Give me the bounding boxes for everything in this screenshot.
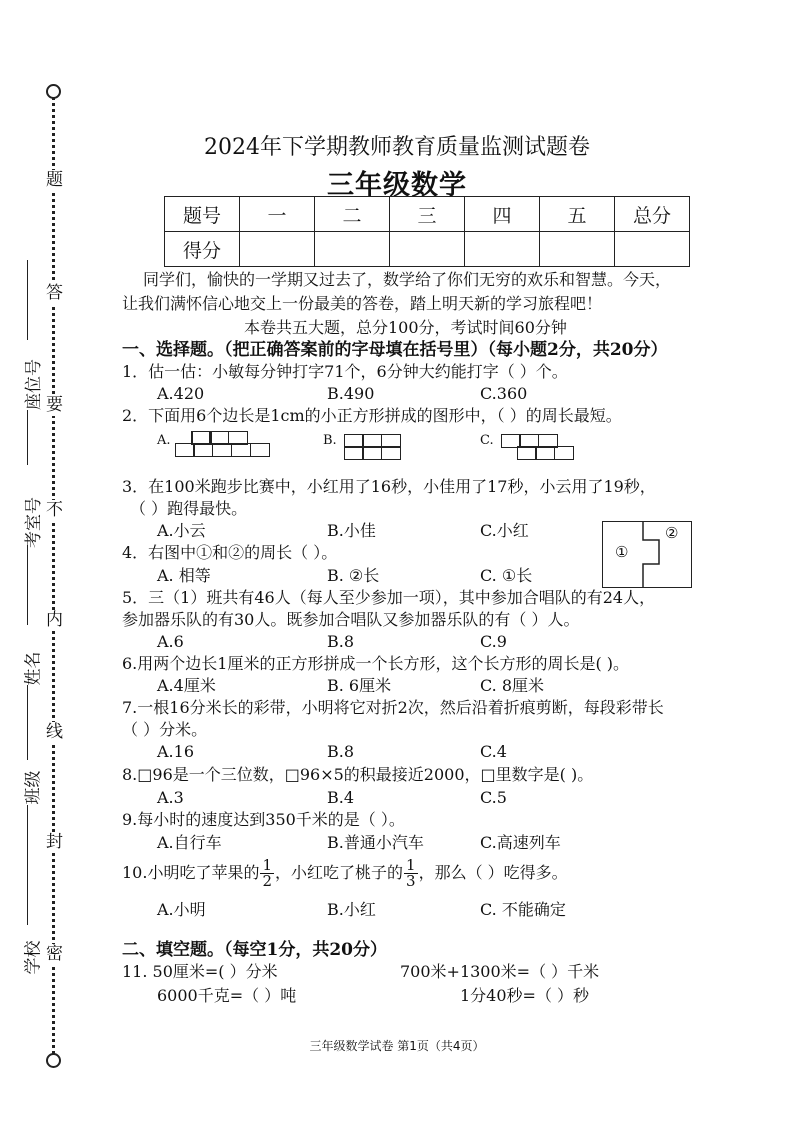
square bbox=[193, 443, 213, 457]
option: C.小红 bbox=[480, 521, 529, 540]
score-header-cell: 总分 bbox=[615, 197, 690, 232]
option: B.普通小汽车 bbox=[327, 833, 424, 852]
option: C. bbox=[480, 433, 494, 448]
score-input-cell[interactable] bbox=[465, 232, 540, 267]
square-row bbox=[345, 446, 401, 460]
option: B.4 bbox=[327, 788, 355, 807]
question-stem: 9.每小时的速度达到350千米的是（ ）。 bbox=[122, 810, 405, 829]
field-school: 学校 bbox=[23, 940, 44, 975]
fraction-denominator: 2 bbox=[262, 872, 272, 890]
stem-part: ，小红吃了桃子的 bbox=[275, 863, 404, 882]
square bbox=[535, 446, 555, 460]
option: A.自行车 bbox=[157, 833, 222, 852]
seal-char: 不 bbox=[46, 500, 63, 520]
square bbox=[381, 446, 401, 460]
question-stem: 6.用两个边长1厘米的正方形拼成一个长方形，这个长方形的周长是( )。 bbox=[122, 654, 630, 673]
stem-part: 10.小明吃了苹果的 bbox=[122, 863, 260, 882]
fill-blank-item: 1分40秒=（ ）秒 bbox=[460, 986, 590, 1005]
binding-dotted-line bbox=[52, 92, 55, 1054]
binding-write-line bbox=[27, 410, 28, 465]
square bbox=[231, 443, 251, 457]
square bbox=[209, 431, 229, 445]
score-input-cell[interactable] bbox=[315, 232, 390, 267]
question-stem: 3．在100米跑步比赛中，小红用了16秒，小佳用了17秒，小云用了19秒， bbox=[122, 477, 656, 496]
score-header-cell: 一 bbox=[240, 197, 315, 232]
score-header-cell: 题号 bbox=[165, 197, 240, 232]
fill-blank-item: 6000千克=（ ）吨 bbox=[157, 986, 297, 1005]
square-row bbox=[192, 431, 248, 445]
field-seat-number: 座位号 bbox=[24, 359, 44, 410]
fill-blank-item: 11. 50厘米=( ）分米 bbox=[122, 962, 278, 981]
option: C.5 bbox=[480, 788, 507, 807]
score-input-cell[interactable] bbox=[540, 232, 615, 267]
question-stem: 8.□96是一个三位数，□96×5的积最接近2000，□里数字是( )。 bbox=[122, 765, 594, 784]
seal-char: 封 bbox=[46, 832, 63, 852]
binding-write-line bbox=[27, 805, 28, 925]
score-table bbox=[164, 196, 690, 267]
question-stem: （ ）跑得最快。 bbox=[130, 499, 248, 518]
square bbox=[250, 443, 270, 457]
option: A.4厘米 bbox=[157, 676, 216, 695]
option: C. 不能确定 bbox=[480, 900, 566, 919]
option: B.小红 bbox=[327, 900, 376, 919]
option: A. bbox=[157, 433, 171, 448]
option: B.8 bbox=[327, 632, 355, 651]
square bbox=[191, 431, 211, 445]
seal-char: 内 bbox=[46, 610, 63, 630]
binding-write-line bbox=[27, 260, 28, 340]
binding-write-line bbox=[27, 685, 28, 760]
fraction-one-third bbox=[404, 858, 418, 889]
score-header-cell: 三 bbox=[390, 197, 465, 232]
intro-line: 同学们，愉快的一学期又过去了，数学给了你们无穷的欢乐和智慧。今天， bbox=[143, 270, 672, 289]
seal-char: 要 bbox=[46, 395, 63, 415]
square bbox=[362, 446, 382, 460]
exam-subject: 三年级数学 bbox=[327, 170, 467, 201]
fill-blank-item: 700米+1300米=（ ）千米 bbox=[400, 962, 600, 981]
option: C.高速列车 bbox=[480, 833, 561, 852]
region-label-2: ② bbox=[665, 524, 679, 542]
option: B. ②长 bbox=[327, 566, 380, 585]
stem-part: ，那么（ ）吃得多。 bbox=[418, 863, 568, 882]
option: B.8 bbox=[327, 742, 355, 761]
binding-circle-top bbox=[46, 84, 61, 99]
seal-char: 答 bbox=[46, 283, 63, 303]
score-header-cell: 四 bbox=[465, 197, 540, 232]
square bbox=[175, 443, 195, 457]
option: B.490 bbox=[327, 384, 375, 403]
section-heading: 二、填空题。（每空1分，共20分） bbox=[122, 940, 387, 960]
score-table-score-row bbox=[165, 232, 690, 267]
score-input-cell[interactable] bbox=[240, 232, 315, 267]
option: A. 相等 bbox=[157, 566, 211, 585]
question-stem: 7.一根16分米长的彩带，小明将它对折2次，然后沿着折痕剪断，每段彩带长 bbox=[122, 698, 664, 717]
square-row bbox=[518, 446, 574, 460]
field-name: 姓名 bbox=[23, 651, 44, 686]
score-row-label: 得分 bbox=[165, 232, 240, 267]
fraction-one-half bbox=[260, 858, 274, 889]
seal-char: 线 bbox=[46, 722, 63, 742]
option: C.9 bbox=[480, 632, 507, 651]
option: A.小云 bbox=[157, 521, 206, 540]
exam-info: 本卷共五大题，总分100分，考试时间60分钟 bbox=[244, 318, 567, 337]
section-heading: 一、选择题。（把正确答案前的字母填在括号里）（每小题2分，共20分） bbox=[122, 340, 668, 360]
score-table-header-row bbox=[165, 197, 690, 232]
option: A.小明 bbox=[157, 900, 206, 919]
square bbox=[212, 443, 232, 457]
option: A.420 bbox=[157, 384, 205, 403]
score-header-cell: 二 bbox=[315, 197, 390, 232]
question-stem: 4．右图中①和②的周长（ ）。 bbox=[122, 543, 338, 562]
option: C.360 bbox=[480, 384, 528, 403]
score-input-cell[interactable] bbox=[615, 232, 690, 267]
option: C.4 bbox=[480, 742, 507, 761]
intro-line: 让我们满怀信心地交上一份最美的答卷，踏上明天新的学习旅程吧！ bbox=[122, 294, 603, 313]
option: C. 8厘米 bbox=[480, 676, 545, 695]
option: B. 6厘米 bbox=[327, 676, 392, 695]
score-input-cell[interactable] bbox=[390, 232, 465, 267]
fraction-numerator: 1 bbox=[262, 856, 272, 874]
question-stem: 1．估一估：小敏每分钟打字71个，6分钟大约能打字（ ）个。 bbox=[122, 362, 568, 381]
fraction-numerator: 1 bbox=[406, 856, 416, 874]
question-stem bbox=[122, 858, 568, 889]
field-class: 班级 bbox=[23, 770, 44, 805]
square bbox=[344, 446, 364, 460]
seal-char: 密 bbox=[46, 944, 63, 964]
square-row bbox=[176, 443, 270, 457]
perimeter-figure bbox=[602, 521, 692, 588]
binding-write-line bbox=[27, 545, 28, 625]
field-room-number: 考室号 bbox=[24, 497, 44, 548]
square bbox=[228, 431, 248, 445]
square bbox=[517, 446, 537, 460]
page-footer: 三年级数学试卷 第1页（共4页） bbox=[309, 1039, 485, 1053]
binding-circle-bottom bbox=[46, 1053, 61, 1068]
score-header-cell: 五 bbox=[540, 197, 615, 232]
question-stem: 参加器乐队的有30人。既参加合唱队又参加器乐队的有（ ）人。 bbox=[122, 610, 580, 629]
fraction-denominator: 3 bbox=[406, 872, 416, 890]
option: A.6 bbox=[157, 632, 184, 651]
exam-title: 2024年下学期教师教育质量监测试题卷 bbox=[204, 135, 590, 160]
question-stem: 2．下面用6个边长是1cm的小正方形拼成的图形中，（ ）的周长最短。 bbox=[122, 406, 622, 425]
region-label-1: ① bbox=[615, 543, 629, 561]
seal-char: 题 bbox=[46, 170, 63, 190]
option: A.3 bbox=[157, 788, 184, 807]
option: B.小佳 bbox=[327, 521, 376, 540]
question-stem: 5．三（1）班共有46人（每人至少参加一项），其中参加合唱队的有24人， bbox=[122, 588, 656, 607]
option: B. bbox=[323, 433, 337, 448]
question-stem: （ ）分米。 bbox=[122, 720, 208, 739]
option: C. ①长 bbox=[480, 566, 533, 585]
square bbox=[554, 446, 574, 460]
option: A.16 bbox=[157, 742, 194, 761]
